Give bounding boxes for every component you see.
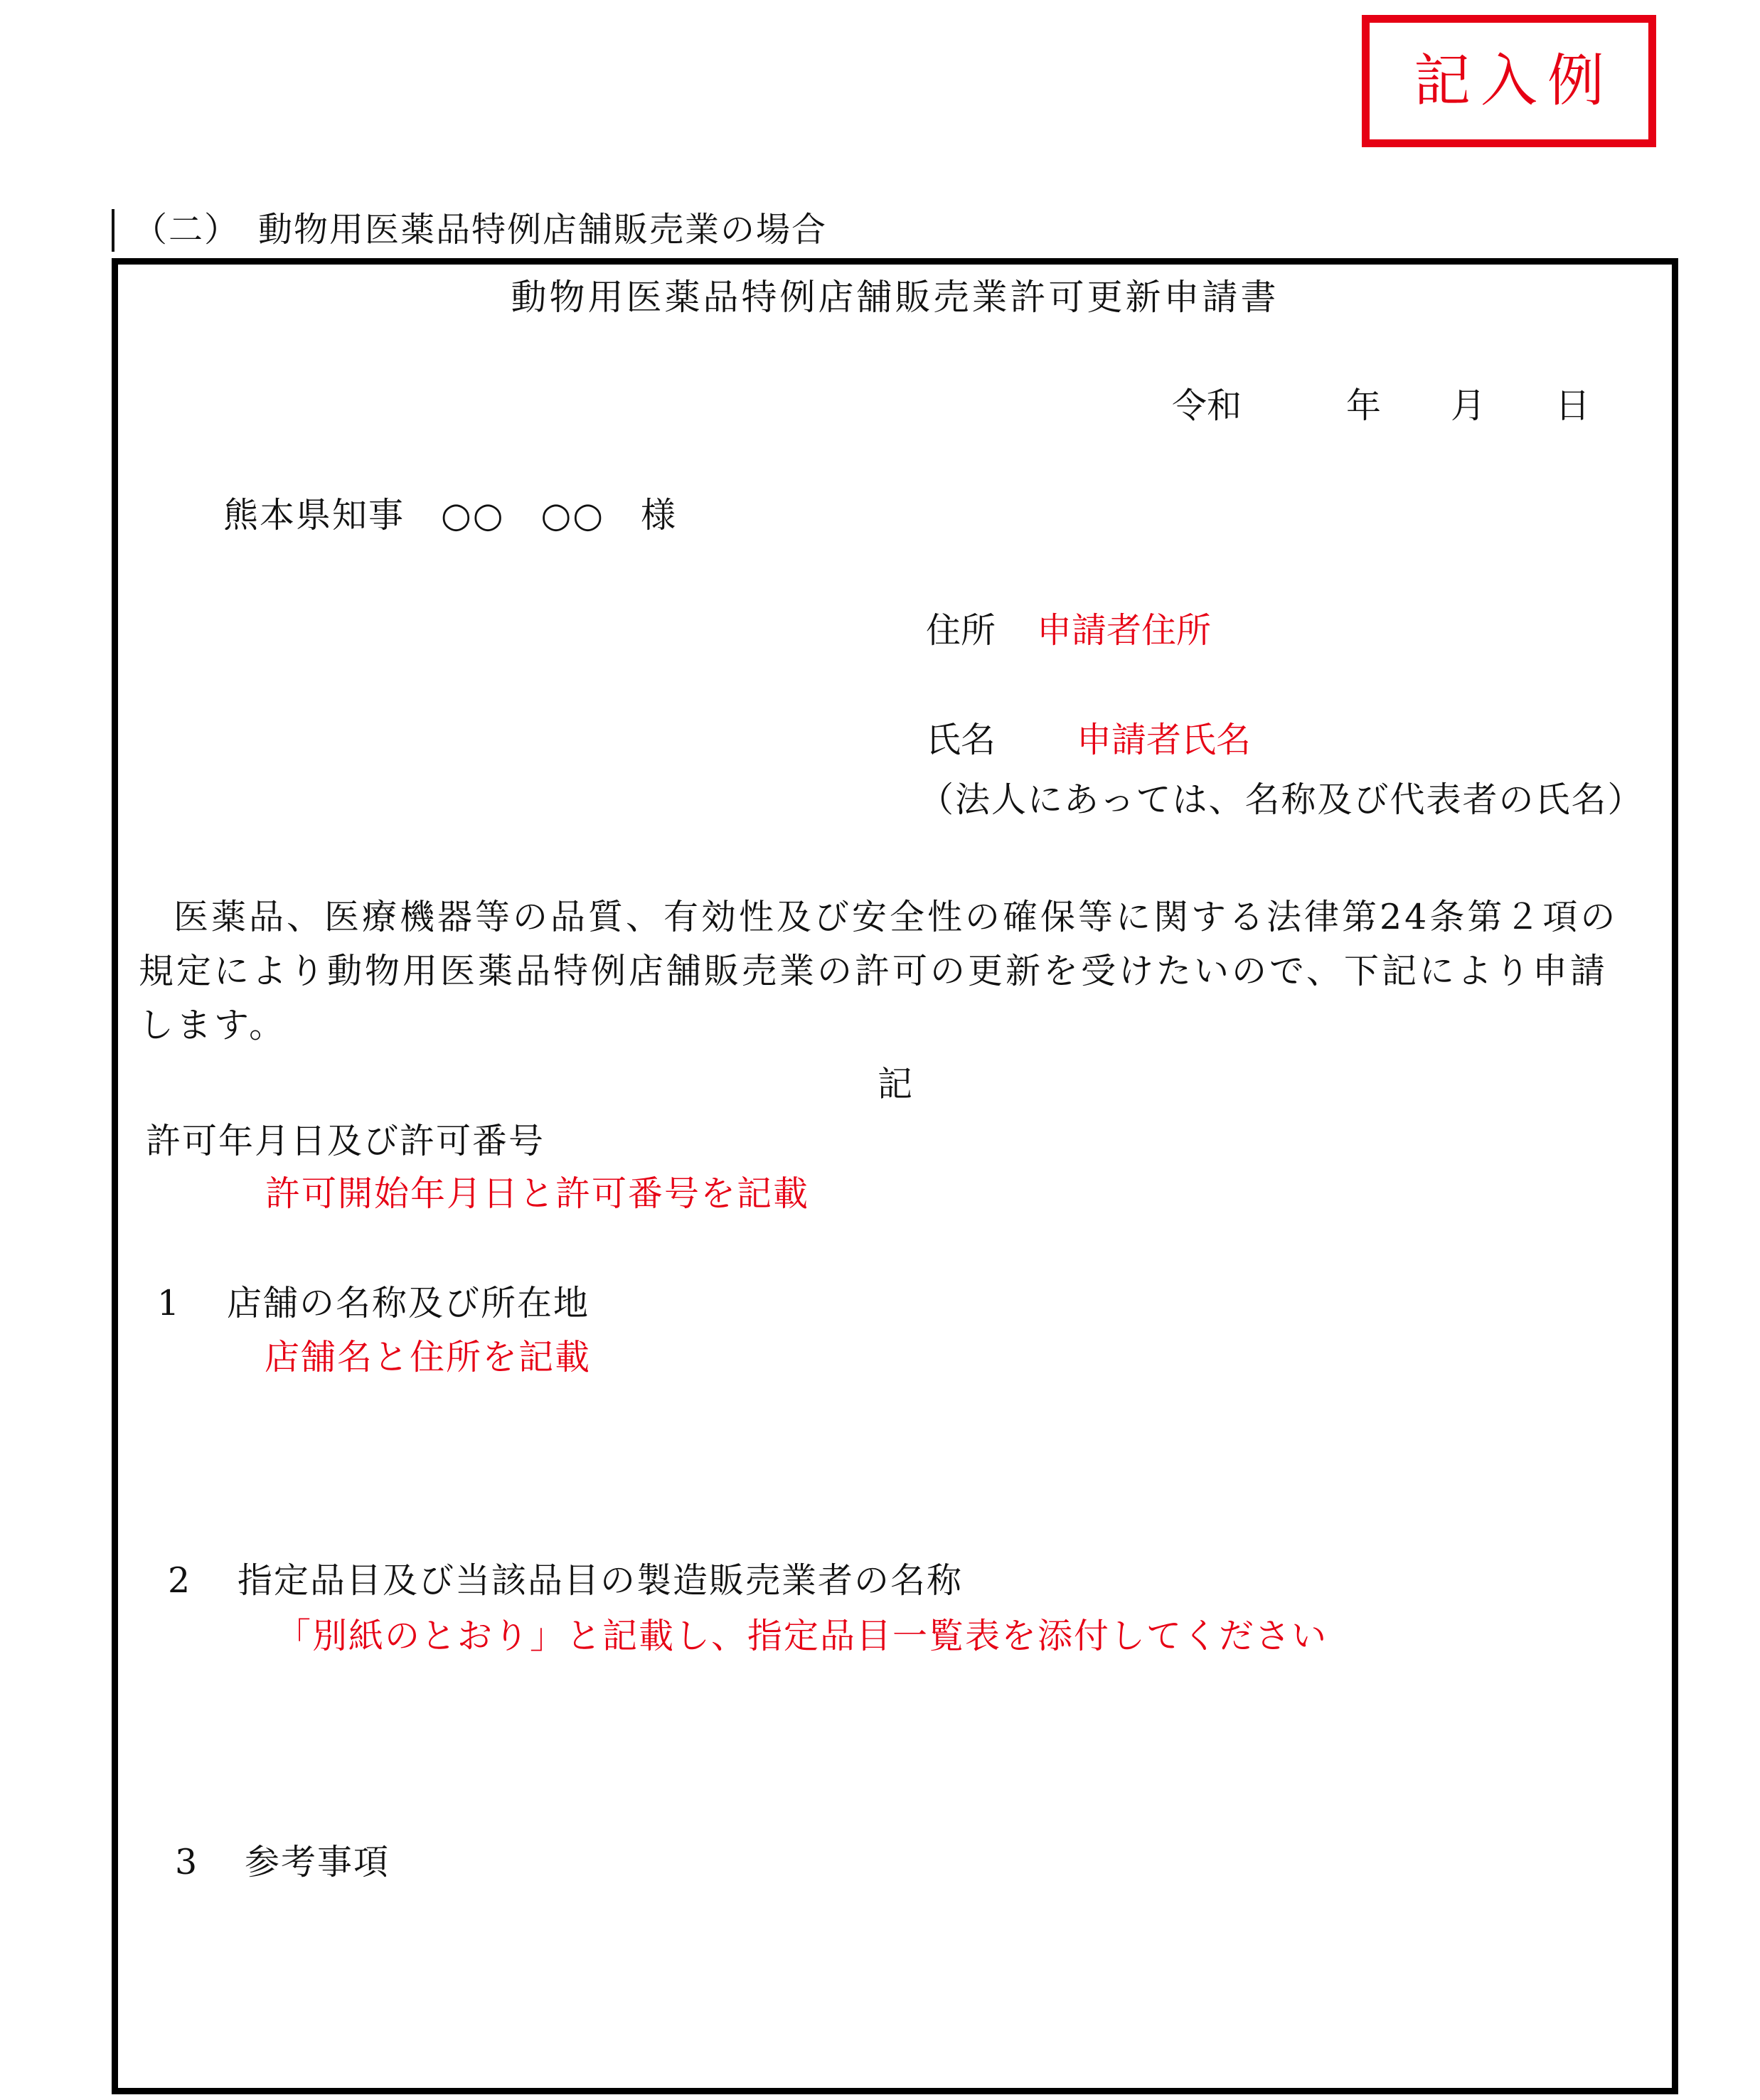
item-designated-products-hint: 「別紙のとおり」と記載し、指定品目一覧表を添付してください [276, 1616, 1328, 1656]
body-paragraph-line: します。 [139, 1005, 287, 1045]
application-form-box [112, 258, 1678, 2094]
permit-date-number-hint: 許可開始年月日と許可番号を記載 [265, 1173, 810, 1214]
form-title: 動物用医薬品特例店舗販売業許可更新申請書 [511, 277, 1279, 318]
date-line: 令和 年 月 日 [1172, 385, 1591, 426]
address-row [926, 610, 1211, 652]
name-sample-value: 申請者氏名 [1077, 720, 1252, 760]
item-store-name-location [157, 1283, 590, 1325]
item-number: 2 [168, 1560, 192, 1601]
item-store-name-location-hint: 店舗名と住所を記載 [265, 1337, 592, 1377]
address-label: 住所 [926, 610, 996, 651]
item-number: 3 [175, 1842, 199, 1882]
name-label: 氏名 [926, 720, 996, 760]
sample-stamp-box [1362, 15, 1656, 147]
item-label: 参考事項 [245, 1842, 390, 1882]
item-label: 指定品目及び当該品目の製造販売業者の名称 [238, 1560, 964, 1601]
name-row [926, 720, 1251, 762]
item-designated-products [168, 1560, 963, 1602]
address-sample-value: 申請者住所 [1037, 610, 1212, 651]
body-paragraph-line: 医薬品、医療機器等の品質、有効性及び安全性の確保等に関する法律第24条第２項の [174, 897, 1618, 937]
corporate-note: （法人にあっては、名称及び代表者の氏名） [919, 779, 1644, 820]
sample-stamp-label: 記入例 [1414, 48, 1614, 114]
permit-date-number-label: 許可年月日及び許可番号 [146, 1121, 545, 1161]
heading-left-bar [112, 209, 114, 252]
item-label: 店舗の名称及び所在地 [227, 1283, 590, 1323]
section-heading [112, 209, 827, 252]
item-number: 1 [157, 1283, 181, 1323]
record-marker: 記 [877, 1064, 912, 1104]
addressee-line: 熊本県知事 ○○ ○○ 様 [223, 495, 678, 535]
body-paragraph-line: 規定により動物用医薬品特例店舗販売業の許可の更新を受けたいので、下記により申請 [139, 951, 1609, 991]
item-reference-matters [175, 1842, 390, 1884]
body-paragraph [139, 890, 1665, 1052]
section-heading-label: （二） 動物用医薬品特例店舗販売業の場合 [133, 210, 828, 250]
